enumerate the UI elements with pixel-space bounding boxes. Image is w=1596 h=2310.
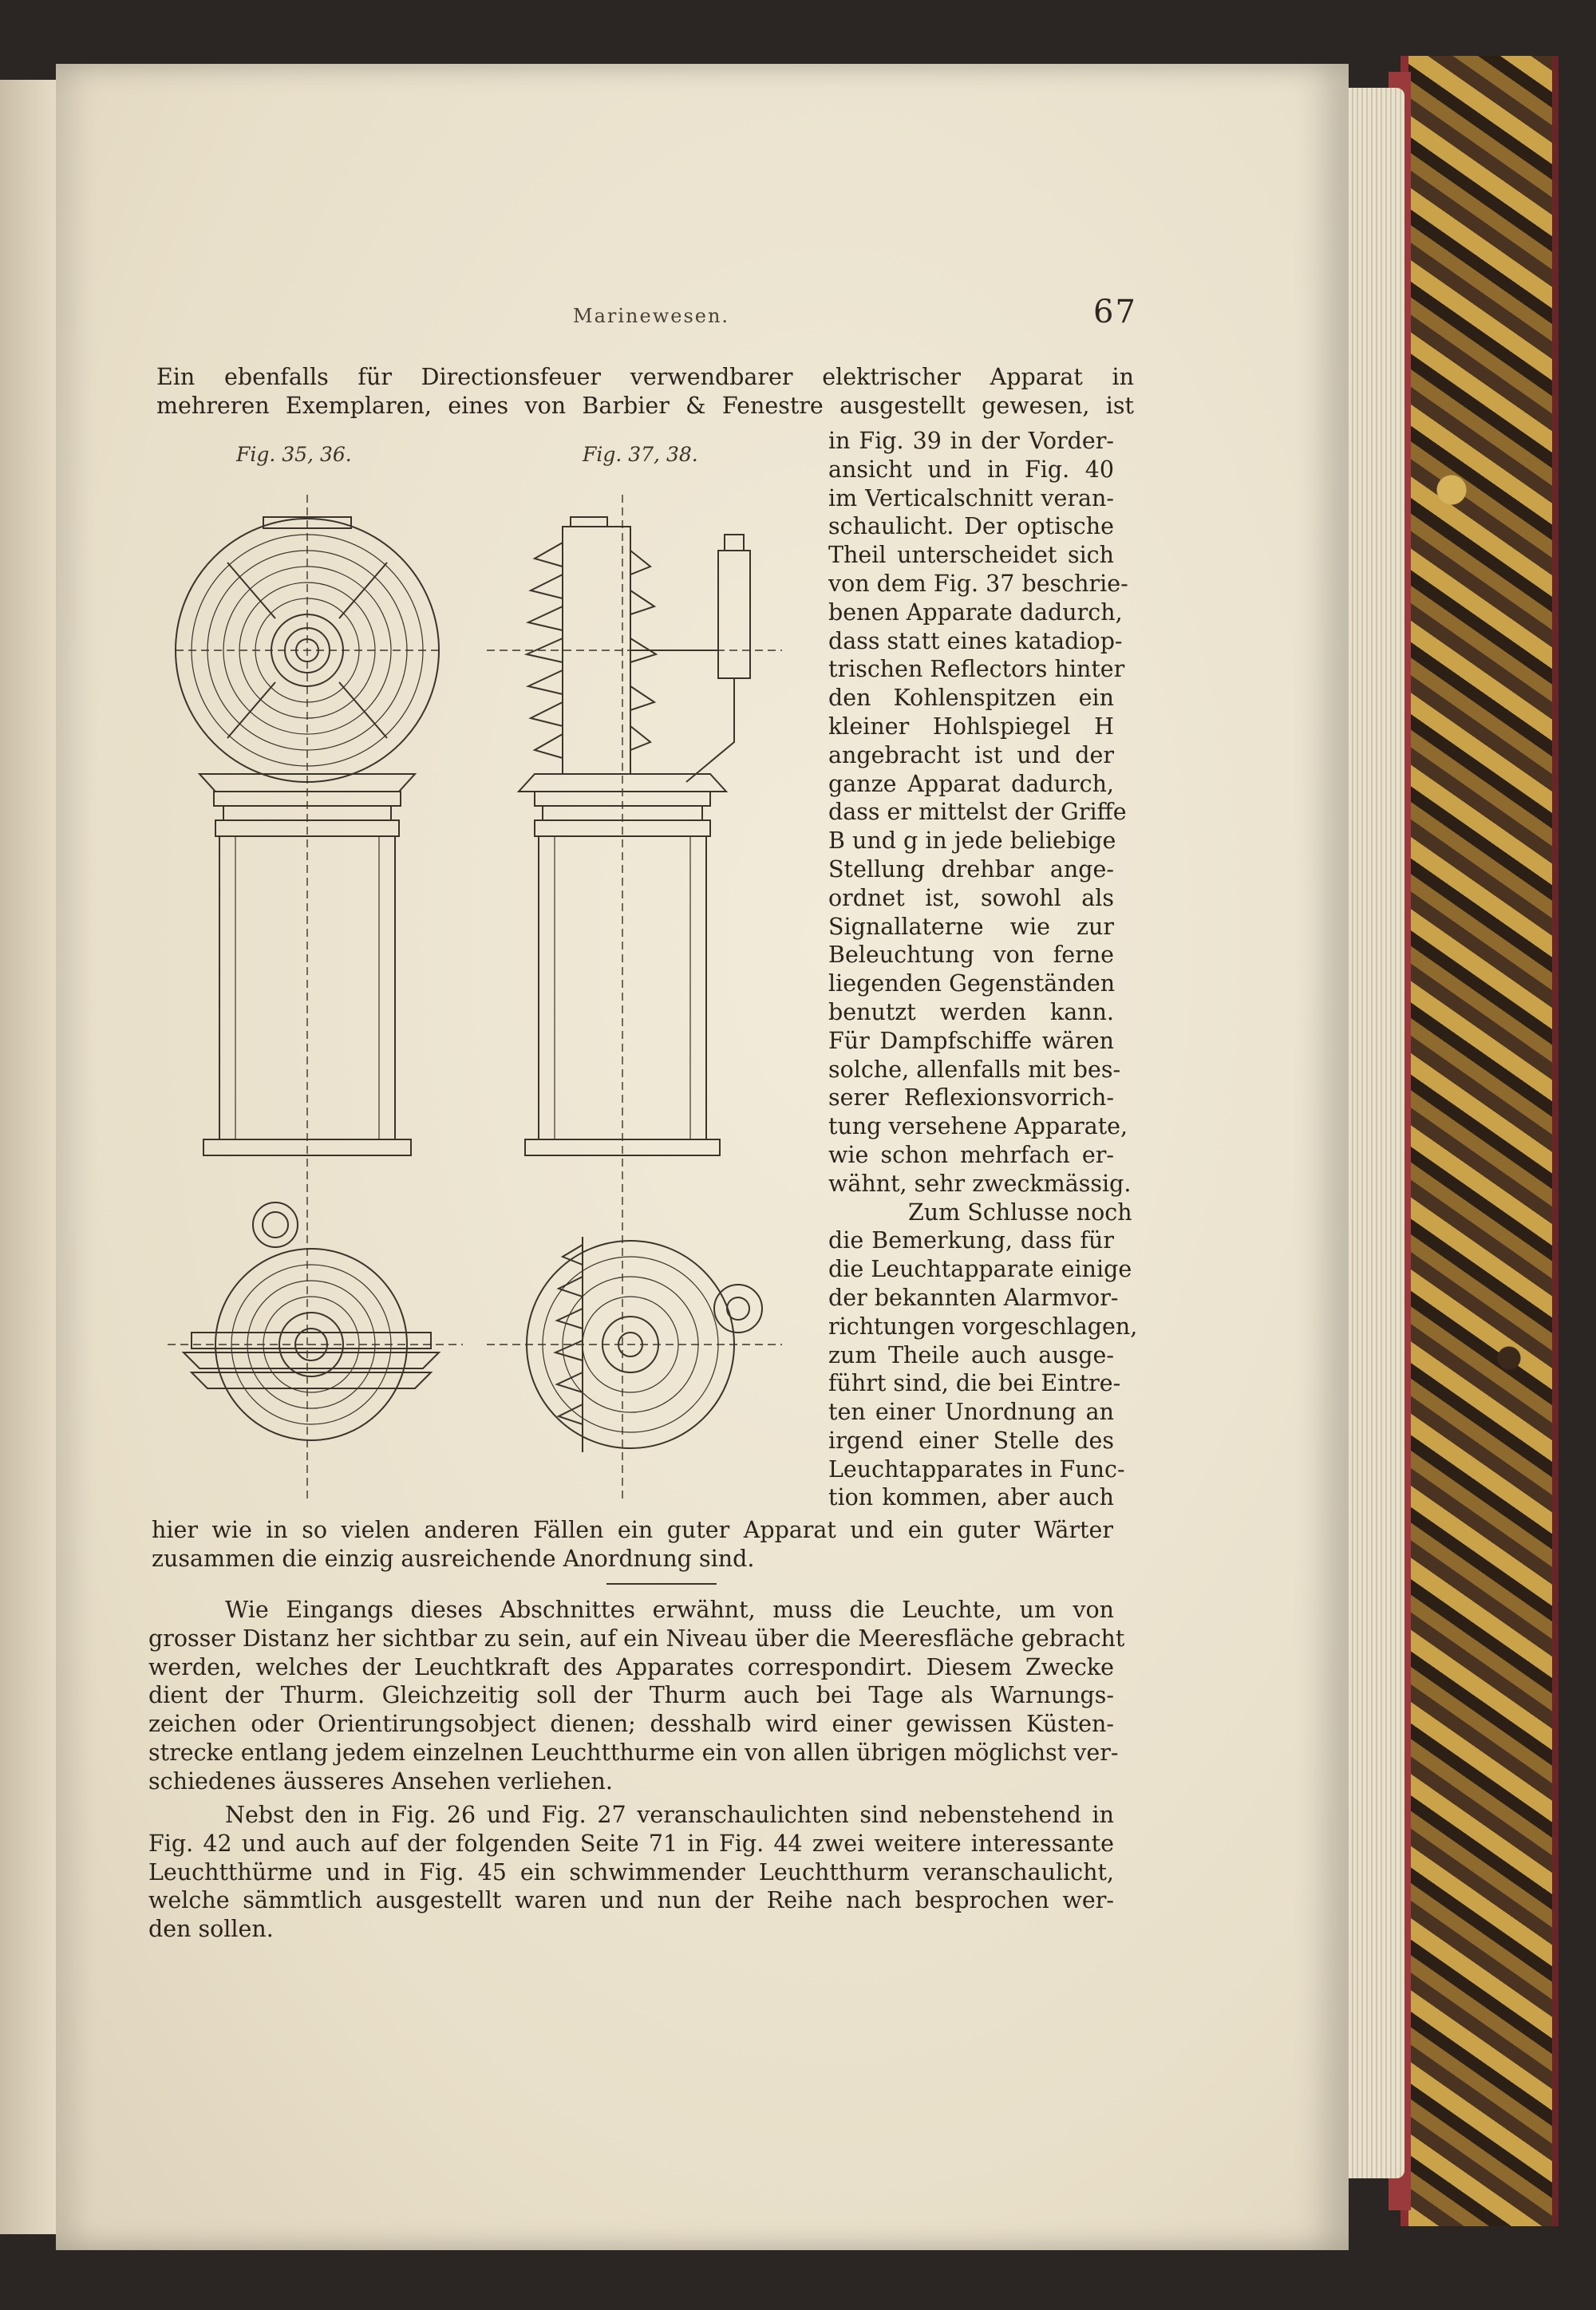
text-line: Fig. 42 und auch auf der folgenden Seite 71 in Fig. 44 zwei weitere interessante bbox=[148, 1830, 1114, 1857]
text-line: ordnet ist, sowohl als bbox=[828, 884, 1114, 911]
text-line: grosser Distanz her sichtbar zu sein, auf ein Niveau über die Meeresfläche gebracht bbox=[148, 1625, 1125, 1652]
text-line: werden, welches der Leuchtkraft des Apparates correspondirt. Diesem Zwecke bbox=[148, 1653, 1114, 1680]
text-line: wie schon mehrfach er- bbox=[828, 1141, 1114, 1168]
text-line: ansicht und in Fig. 40 bbox=[828, 456, 1114, 483]
text-line: mehreren Exemplaren, eines von Barbier & Fenestre ausgestellt gewesen, ist bbox=[156, 392, 1134, 419]
paragraph-tower bbox=[148, 1596, 1125, 1796]
fig-38-section-view bbox=[487, 1237, 782, 1452]
text-line: B und g in jede beliebige bbox=[828, 827, 1116, 855]
paragraph-closing bbox=[152, 1516, 1113, 1574]
text-line: schiedenes äusseres Ansehen verliehen. bbox=[148, 1767, 613, 1795]
text-line: hier wie in so vielen anderen Fällen ein guter Apparat und ein guter Wärter bbox=[152, 1517, 1113, 1543]
text-line: Leuchtapparates in Func- bbox=[828, 1455, 1125, 1483]
text-line: ganze Apparat dadurch, bbox=[828, 770, 1114, 797]
text-line: Ein ebenfalls für Directionsfeuer verwendbarer elektrischer Apparat in bbox=[156, 364, 1134, 390]
text-line: führt sind, die bei Eintre- bbox=[828, 1370, 1121, 1397]
text-line: ten einer Unordnung an bbox=[828, 1399, 1114, 1426]
text-line: Beleuchtung von ferne bbox=[828, 942, 1114, 969]
text-line: in Fig. 39 in der Vorder- bbox=[828, 428, 1114, 454]
fig-37-side-view bbox=[487, 495, 782, 1500]
text-line: tung versehene Apparate, bbox=[828, 1113, 1128, 1140]
text-line: tion kommen, aber auch bbox=[828, 1484, 1114, 1511]
text-line: serer Reflexionsvorrich- bbox=[828, 1084, 1114, 1112]
text-line: die Bemerkung, dass für bbox=[828, 1227, 1114, 1254]
lighthouse-apparatus-illustration bbox=[160, 479, 822, 1516]
page-header bbox=[511, 241, 1165, 330]
text-line: trischen Reflectors hinter bbox=[828, 656, 1125, 683]
text-line: dass er mittelst der Griffe bbox=[828, 799, 1127, 826]
text-line: Theil unterscheidet sich bbox=[828, 542, 1114, 569]
running-head: Marinewesen. bbox=[573, 305, 730, 327]
text-line: Zum Schlusse noch bbox=[908, 1198, 1132, 1226]
text-line: der bekannten Alarmvor- bbox=[828, 1284, 1119, 1311]
text-line: dass statt eines katadiop- bbox=[828, 627, 1123, 654]
side-column-text bbox=[828, 427, 1138, 1512]
text-line: irgend einer Stelle des bbox=[828, 1427, 1114, 1454]
text-line: zusammen die einzig ausreichende Anordnung sind. bbox=[152, 1545, 755, 1572]
text-line: solche, allenfalls mit bes- bbox=[828, 1056, 1121, 1083]
figure-label-left: Fig. 35, 36. bbox=[236, 443, 352, 466]
text-line: benen Apparate dadurch, bbox=[828, 598, 1123, 626]
paragraph-intro bbox=[156, 363, 1134, 421]
text-line: Stellung drehbar ange- bbox=[828, 855, 1114, 883]
text-line: den sollen. bbox=[148, 1916, 274, 1943]
text-line: Für Dampfschiffe wären bbox=[828, 1027, 1114, 1054]
text-line: im Verticalschnitt veran- bbox=[828, 484, 1114, 511]
marbled-cover bbox=[1400, 56, 1558, 2226]
text-line: die Leuchtapparate einige bbox=[828, 1256, 1132, 1283]
text-line: liegenden Gegenständen bbox=[828, 970, 1116, 997]
text-line: zum Theile auch ausge- bbox=[828, 1341, 1114, 1368]
fig-36-plan-view bbox=[168, 1202, 463, 1440]
left-page-edge bbox=[0, 80, 58, 2234]
text-line: angebracht ist und der bbox=[828, 741, 1114, 768]
text-line: von dem Fig. 37 beschrie- bbox=[828, 570, 1128, 597]
text-line: Nebst den in Fig. 26 und Fig. 27 veranschaulichten sind nebenstehend in bbox=[225, 1802, 1114, 1828]
text-line: strecke entlang jedem einzelnen Leuchtthurme ein von allen übrigen möglichst ver- bbox=[148, 1739, 1119, 1766]
figure-label-right: Fig. 37, 38. bbox=[583, 443, 698, 466]
text-line: benutzt werden kann. bbox=[828, 998, 1114, 1025]
text-line: zeichen oder Orientirungsobject dienen; desshalb wird einer gewissen Küsten- bbox=[148, 1711, 1114, 1738]
text-line: schaulicht. Der optische bbox=[828, 513, 1114, 540]
text-line: wähnt, sehr zweckmässig. bbox=[828, 1170, 1132, 1197]
text-line: den Kohlenspitzen ein bbox=[828, 685, 1114, 712]
section-divider bbox=[606, 1583, 717, 1585]
text-line: Signallaterne wie zur bbox=[828, 913, 1114, 940]
page-number: 67 bbox=[1093, 294, 1137, 330]
text-line: dient der Thurm. Gleichzeitig soll der Thurm auch bei Tage als Warnungs- bbox=[148, 1682, 1114, 1709]
paragraph-lighthouses bbox=[148, 1801, 1114, 1944]
text-line: richtungen vorgeschlagen, bbox=[828, 1313, 1138, 1340]
page-stack bbox=[1349, 88, 1404, 2178]
text-line: Wie Eingangs dieses Abschnittes erwähnt, muss die Leuchte, um von bbox=[225, 1597, 1114, 1623]
text-line: Leuchtthürme und in Fig. 45 ein schwimmender Leuchtthurm veranschaulicht, bbox=[148, 1858, 1114, 1886]
text-line: welche sämmtlich ausgestellt waren und nun der Reihe nach besprochen wer- bbox=[148, 1887, 1114, 1914]
text-line: kleiner Hohlspiegel H bbox=[828, 713, 1114, 740]
